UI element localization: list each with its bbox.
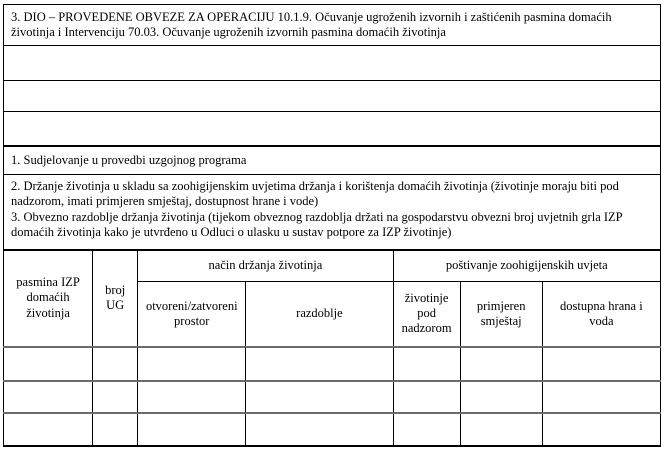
table-row (4, 413, 661, 446)
col-header-food: dostupna hrana i voda (542, 282, 660, 347)
obligations-form-table (3, 4, 661, 447)
empty-row (4, 46, 661, 81)
obligation-2: 2. Držanje životinja u skladu sa zoohigijenskim uvjetima držanja i korištenja domaćih životinja (životinje moraju biti pod nadzorom, imati primjeren smještaj, dostupnost hrane i vode) (11, 179, 619, 209)
section-title: 3. DIO – PROVEDENE OBVEZE ZA OPERACIJU 10.1.9. Očuvanje ugroženih izvornih i zaštićenih pasmina domaćih životinja i Intervenciju 70.03. Očuvanje ugroženih izvornih pasmina domaćih životinja (4, 5, 661, 46)
obligation-2-3-cell (4, 175, 661, 250)
cell-supervision (393, 381, 460, 413)
cell-period (246, 381, 393, 413)
cell-supervision (393, 413, 460, 446)
col-header-shelter: primjeren smještaj (460, 282, 542, 347)
cell-space (138, 347, 246, 381)
cell-breed (4, 413, 93, 446)
col-header-breed: pasmina IZP domaćih životinja (4, 250, 93, 347)
table-row (4, 381, 661, 413)
group-header-housing: način držanja životinja (138, 250, 393, 282)
cell-shelter (460, 381, 542, 413)
empty-row (4, 112, 661, 146)
cell-food (542, 381, 660, 413)
col-header-supervision: životinje pod nadzorom (393, 282, 460, 347)
empty-row-cell (4, 112, 661, 146)
col-header-space: otvoreni/zatvoreni prostor (138, 282, 246, 347)
cell-period (246, 413, 393, 446)
title-row (4, 5, 661, 46)
cell-food (542, 347, 660, 381)
cell-breed (4, 347, 93, 381)
cell-breed (4, 381, 93, 413)
group-header-zoohygiene: poštivanje zoohigijenskih uvjeta (393, 250, 660, 282)
cell-units (93, 413, 138, 446)
empty-row-cell (4, 46, 661, 81)
obligation-1-row (4, 146, 661, 175)
cell-units (93, 381, 138, 413)
cell-supervision (393, 347, 460, 381)
empty-row-cell (4, 81, 661, 112)
cell-shelter (460, 347, 542, 381)
obligation-3: 3. Obvezno razdoblje držanja životinja (tijekom obveznog razdoblja držati na gospodarstvu obvezni broj uvjetnih grla IZP domaćih životinja kako je utvrđeno u Odluci o ulasku u sustav potpore za IZP životinje) (11, 209, 623, 239)
cell-food (542, 413, 660, 446)
table-row (4, 347, 661, 381)
empty-row (4, 81, 661, 112)
col-header-period: razdoblje (246, 282, 393, 347)
obligation-2-3-row (4, 175, 661, 250)
table-header-group-row (4, 250, 661, 282)
col-header-units: broj UG (93, 250, 138, 347)
cell-space (138, 413, 246, 446)
cell-space (138, 381, 246, 413)
cell-units (93, 347, 138, 381)
cell-shelter (460, 413, 542, 446)
cell-period (246, 347, 393, 381)
obligation-1: 1. Sudjelovanje u provedbi uzgojnog programa (4, 146, 661, 175)
